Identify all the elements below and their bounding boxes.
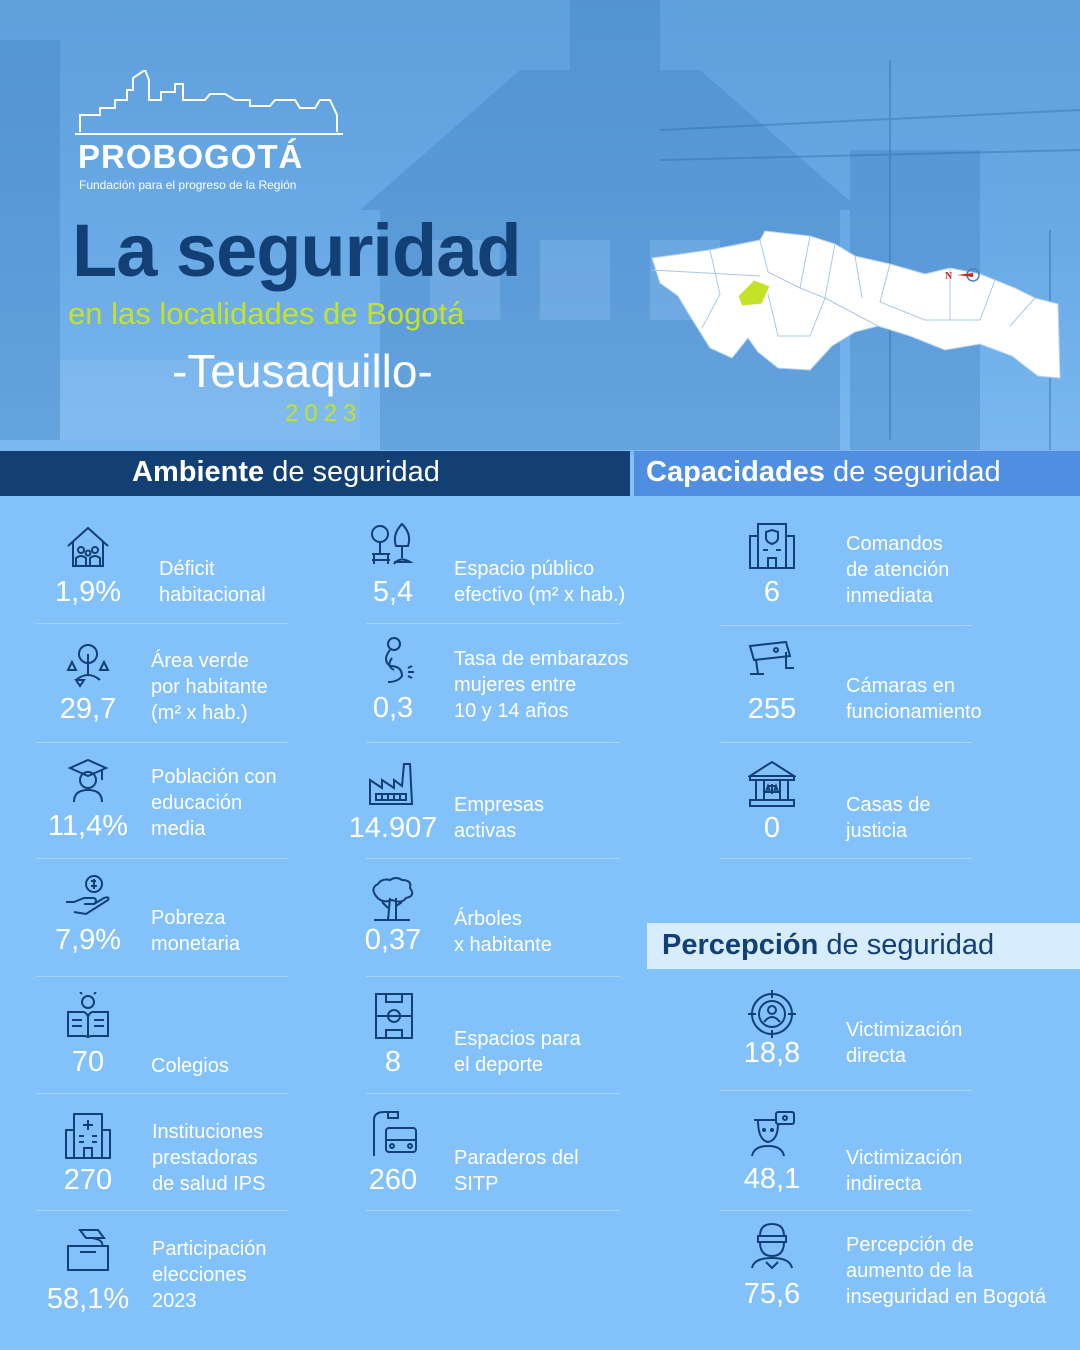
target-person-icon	[748, 990, 796, 1038]
divider	[366, 1210, 620, 1211]
year-label: 2023	[285, 400, 363, 427]
security-camera-icon	[748, 638, 796, 686]
section-ambiente-rest: de seguridad	[264, 456, 440, 488]
divider	[720, 742, 972, 743]
courthouse-icon	[748, 760, 796, 808]
section-ambiente-bold: Ambiente	[132, 456, 265, 488]
stat-value: 8	[384, 1046, 402, 1078]
divider	[720, 858, 972, 859]
green-area-icon	[64, 640, 112, 688]
divider	[36, 858, 288, 859]
probogota-skyline-logo	[75, 70, 345, 195]
stat-value: 18,8	[743, 1037, 801, 1069]
stat-label: Comandos de atención inmediata	[846, 533, 950, 607]
stat-value: 75,6	[743, 1278, 801, 1310]
factory-icon	[368, 760, 416, 808]
divider	[36, 976, 288, 977]
divider	[36, 1093, 288, 1094]
stat-value: 29,7	[59, 693, 117, 725]
section-capacidades-rest: de seguridad	[824, 456, 1001, 488]
stat-value: 0,37	[364, 924, 422, 956]
divider	[366, 976, 620, 977]
locality-name: -Teusaquillo-	[172, 345, 433, 397]
brand-name: PROBOGOTÁ	[78, 138, 304, 175]
stat-label: Espacios para el deporte	[454, 1028, 581, 1076]
tree-icon	[368, 876, 416, 924]
divider	[366, 858, 620, 859]
page-title: La seguridad	[72, 209, 521, 292]
house-family-icon	[64, 522, 112, 570]
stat-value: 70	[71, 1046, 105, 1078]
divider	[36, 1210, 288, 1211]
svg-text:N: N	[945, 271, 953, 282]
section-header-capacidades	[634, 451, 1080, 496]
hospital-icon	[64, 1112, 112, 1160]
divider	[36, 742, 288, 743]
stat-label: Espacio público efectivo (m² x hab.)	[454, 558, 626, 606]
divider	[720, 1210, 972, 1211]
divider	[366, 1093, 620, 1094]
stat-label: Árboles x habitante	[454, 908, 552, 956]
book-idea-icon	[64, 992, 112, 1040]
pregnancy-icon	[372, 636, 420, 684]
stat-label: Participación elecciones 2023	[152, 1238, 267, 1312]
stat-label: Percepción de aumento de la inseguridad en Bogotá	[846, 1234, 1047, 1308]
stat-value: 260	[368, 1164, 418, 1196]
stat-label: Tasa de embarazos mujeres entre 10 y 14 años	[454, 648, 629, 722]
hand-money-icon	[64, 872, 112, 920]
ballot-box-icon	[64, 1226, 112, 1274]
section-capacidades-bold: Capacidades	[646, 456, 825, 488]
section-percepcion-bold: Percepción	[662, 929, 819, 961]
stat-label: Victimización directa	[846, 1019, 963, 1067]
stat-label: Paraderos del SITP	[454, 1147, 579, 1195]
bogota-localities-map	[650, 228, 1065, 380]
stat-label: Colegios	[151, 1055, 229, 1077]
divider	[366, 623, 620, 624]
stat-value: 5,4	[372, 576, 414, 608]
graduate-icon	[64, 756, 112, 804]
stat-value: 58,1%	[46, 1283, 130, 1315]
stat-value: 48,1	[743, 1163, 801, 1195]
page-subtitle: en las localidades de Bogotá	[68, 296, 465, 331]
stat-value: 255	[747, 693, 797, 725]
divider	[36, 623, 288, 624]
section-header-ambiente	[0, 451, 630, 496]
bus-stop-icon	[370, 1110, 418, 1158]
stat-value: 0,3	[372, 692, 414, 724]
stat-label: Empresas activas	[454, 794, 545, 842]
thief-icon	[748, 1222, 796, 1270]
divider	[720, 1090, 972, 1091]
stat-value: 1,9%	[54, 576, 122, 608]
stat-label: Instituciones prestadoras de salud IPS	[152, 1121, 266, 1195]
section-percepcion-rest: de seguridad	[818, 929, 995, 961]
divider	[720, 625, 972, 626]
stat-label: Pobreza monetaria	[151, 907, 240, 955]
stat-value: 0	[763, 812, 781, 844]
stat-value: 6	[763, 576, 781, 608]
stat-label: Casas de justicia	[846, 794, 931, 842]
sports-field-icon	[370, 992, 418, 1040]
stat-label: Victimización indirecta	[846, 1147, 963, 1195]
stat-value: 14.907	[348, 812, 438, 844]
section-header-percepcion	[647, 923, 1080, 969]
stat-label: Área verde por habitante (m² x hab.)	[151, 650, 268, 724]
brand-tagline: Fundación para el progreso de la Región	[79, 178, 297, 192]
divider	[366, 742, 620, 743]
stat-label: Déficit habitacional	[159, 558, 266, 606]
stat-value: 270	[63, 1164, 113, 1196]
stat-value: 11,4%	[47, 810, 129, 842]
police-station-icon	[748, 522, 796, 570]
park-bench-icon	[368, 522, 416, 570]
stat-value: 7,9%	[54, 924, 122, 956]
stat-label: Cámaras en funcionamiento	[846, 675, 982, 723]
stat-label: Población con educación media	[151, 766, 277, 840]
worried-person-icon	[748, 1110, 796, 1158]
